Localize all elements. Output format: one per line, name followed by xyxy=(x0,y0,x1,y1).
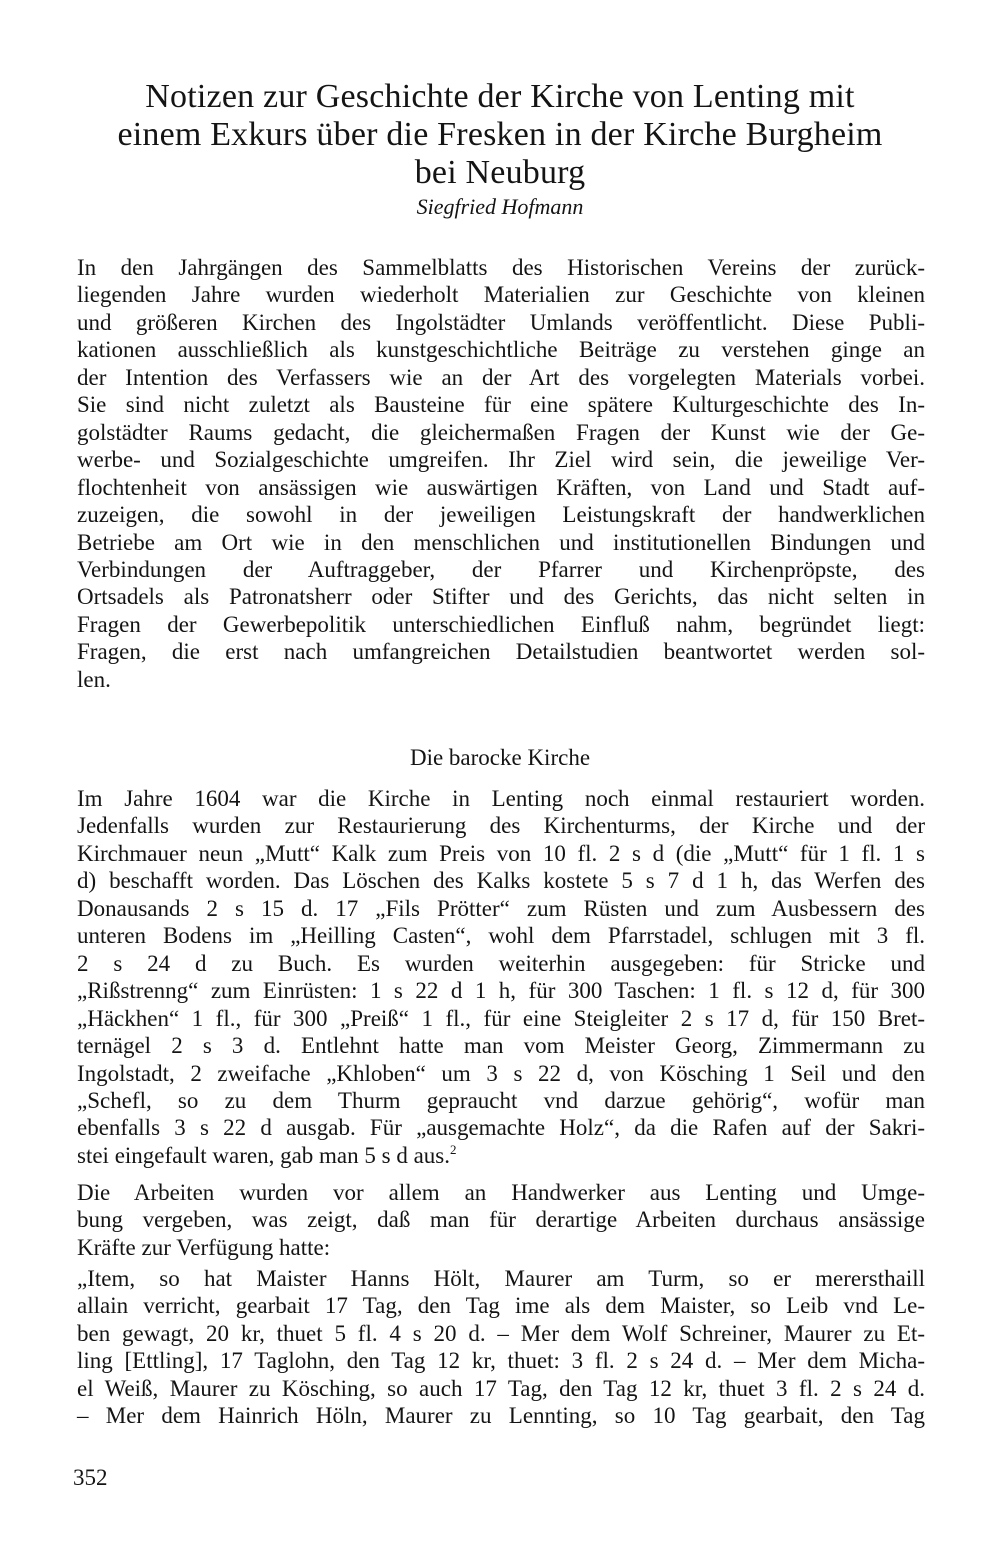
text-line: golstädter Raums gedacht, die gleichermaßen Fragen der Kunst wie der Ge- xyxy=(77,419,925,445)
text-line: liegenden Jahre wurden wiederholt Materialien zur Geschichte von kleinen xyxy=(77,282,925,308)
title-line: bei Neuburg xyxy=(414,154,586,191)
text-line: el Weiß, Maurer zu Kösching, so auch 17 Tag, den Tag 12 kr, thuet 3 fl. 2 s 24 d. xyxy=(77,1375,925,1401)
text-line: 2 s 24 d zu Buch. Es wurden weiterhin ausgegeben: für Stricke und xyxy=(77,950,925,976)
text-line: stei eingefault waren, gab man 5 s d aus. xyxy=(77,1142,450,1168)
text-line: Ortsadels als Patronatsherr oder Stifter und des Gerichts, das nicht selten in xyxy=(77,584,925,610)
text-line: In den Jahrgängen des Sammelblatts des Historischen Vereins der zurück- xyxy=(77,255,925,280)
text-line: Fragen der Gewerbepolitik unterschiedlichen Einfluß nahm, begründet liegt: xyxy=(77,611,925,637)
text-line: Kirchmauer neun „Mutt“ Kalk zum Preis von 10 fl. 2 s d (die „Mutt“ für 1 fl. 1 s xyxy=(77,840,925,866)
text-line: ebenfalls 3 s 22 d ausgab. Für „ausgemachte Holz“, da die Rafen auf der Sakri- xyxy=(77,1115,925,1141)
text-line: Betriebe am Ort wie in den menschlichen und institutionellen Bindungen und xyxy=(77,529,925,555)
text-line: und größeren Kirchen des Ingolstädter Umlands veröffentlicht. Diese Publi- xyxy=(77,309,925,335)
article-author: Siegfried Hofmann xyxy=(416,194,584,219)
section-paragraph xyxy=(77,1179,925,1261)
section-paragraph xyxy=(77,785,925,1169)
text-line: – Mer dem Hainrich Höln, Maurer zu Lennting, so 10 Tag gearbait, den Tag xyxy=(77,1403,925,1429)
quoted-source-text xyxy=(77,1265,925,1430)
text-line: allain verricht, gearbait 17 Tag, den Tag ime als dem Maister, so Leib vnd Le- xyxy=(77,1293,925,1319)
text-line: len. xyxy=(77,666,111,692)
text-line: „Rißstrenng“ zum Einrüsten: 1 s 22 d 1 h, für 300 Taschen: 1 fl. s 12 d, für 300 xyxy=(77,978,925,1004)
text-line: Im Jahre 1604 war die Kirche in Lenting noch einmal restauriert worden. xyxy=(77,786,925,811)
text-line: Die Arbeiten wurden vor allem an Handwerker aus Lenting und Umge- xyxy=(77,1180,925,1205)
text-line: Verbindungen der Auftraggeber, der Pfarrer und Kirchenpröpste, des xyxy=(77,556,925,582)
text-line: ben gewagt, 20 kr, thuet 5 fl. 4 s 20 d. – Mer dem Wolf Schreiner, Maurer zu Et- xyxy=(77,1320,925,1346)
intro-paragraph xyxy=(77,254,925,693)
article-title xyxy=(70,78,930,192)
text-line: Jedenfalls wurden zur Restaurierung des Kirchenturms, der Kirche und der xyxy=(77,813,925,839)
text-line: „Schefl, so zu dem Thurm gepraucht vnd darzue gehörig“, wofür man xyxy=(77,1087,925,1113)
text-line: unteren Bodens im „Heilling Casten“, wohl dem Pfarrstadel, schlugen mit 3 fl. xyxy=(77,923,925,949)
text-line: der Intention des Verfassers wie an der Art des vorgelegten Materials vorbei. xyxy=(77,364,925,390)
text-line: zuzeigen, die sowohl in der jeweiligen Leistungskraft der handwerklichen xyxy=(77,502,925,528)
page-number: 352 xyxy=(73,1465,108,1490)
text-line: Donausands 2 s 15 d. 17 „Fils Prötter“ zum Rüsten und zum Ausbessern des xyxy=(77,895,925,921)
text-line: Fragen, die erst nach umfangreichen Detailstudien beantwortet werden sol- xyxy=(77,639,925,665)
text-line: flochtenheit von ansässigen wie auswärtigen Kräften, von Land und Stadt auf- xyxy=(77,474,925,500)
text-line: d) beschafft worden. Das Löschen des Kalks kostete 5 s 7 d 1 h, das Werfen des xyxy=(77,868,925,894)
text-line: kationen ausschließlich als kunstgeschichtliche Beiträge zu verstehen ginge an xyxy=(77,337,925,363)
text-line: werbe- und Sozialgeschichte umgreifen. Ihr Ziel wird sein, die jeweilige Ver- xyxy=(77,447,925,473)
text-line: ling [Ettling], 17 Taglohn, den Tag 12 kr, thuet: 3 fl. 2 s 24 d. – Mer dem Micha- xyxy=(77,1348,925,1374)
section-heading: Die barocke Kirche xyxy=(409,745,591,770)
text-line: Sie sind nicht zuletzt als Bausteine für eine spätere Kulturgeschichte des In- xyxy=(77,392,925,418)
title-line: einem Exkurs über die Fresken in der Kirche Burgheim xyxy=(117,116,883,153)
text-line: bung vergeben, was zeigt, daß man für derartige Arbeiten durchaus ansässige xyxy=(77,1207,925,1233)
text-line: „Item, so hat Maister Hanns Hölt, Maurer am Turm, so er merersthaill xyxy=(77,1266,925,1291)
title-line: Notizen zur Geschichte der Kirche von Lenting mit xyxy=(145,78,855,115)
text-line-with-footnote xyxy=(77,1142,925,1169)
text-line: ternägel 2 s 3 d. Entlehnt hatte man vom Meister Georg, Zimmermann zu xyxy=(77,1033,925,1059)
text-line: Kräfte zur Verfügung hatte: xyxy=(77,1234,331,1260)
text-line: „Häckhen“ 1 fl., für 300 „Preiß“ 1 fl., für eine Steigleiter 2 s 17 d, für 150 Bret- xyxy=(77,1005,925,1031)
footnote-reference[interactable]: 2 xyxy=(450,1141,457,1157)
text-line: Ingolstadt, 2 zweifache „Khloben“ um 3 s 22 d, von Kösching 1 Seil und den xyxy=(77,1060,925,1086)
